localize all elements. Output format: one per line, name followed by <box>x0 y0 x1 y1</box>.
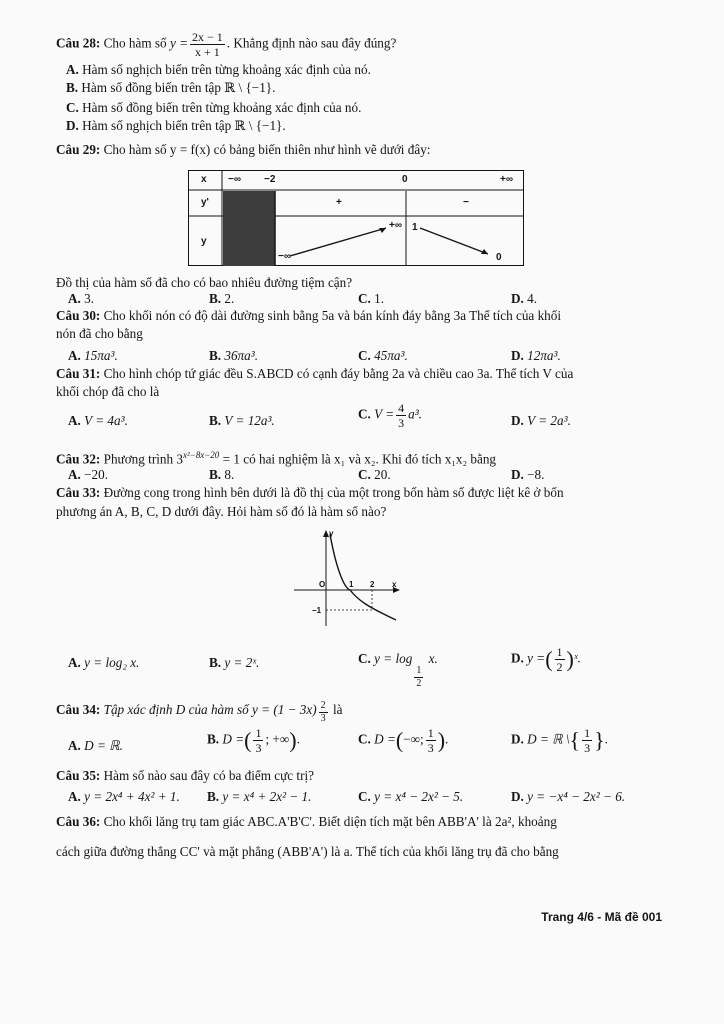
option-c[interactable] <box>66 99 361 117</box>
question-32-stem <box>56 446 496 468</box>
question-text: = 1 có hai nghiệm là x₁ và x₂. Khi đó tích x₁x₂ bằng <box>222 451 497 467</box>
question-text: Cho khối lăng trụ tam giác ABC.A'B'C'. Biết diện tích mặt bên ABB'A' là 2a², khoảng <box>103 814 557 829</box>
question-31-stem <box>56 365 573 383</box>
numerator: 1 <box>556 645 563 659</box>
option-b[interactable] <box>207 788 311 806</box>
option-text: −20. <box>84 467 109 482</box>
question-label: Câu 34: <box>56 702 101 717</box>
option-text: −8. <box>527 467 545 482</box>
option-b[interactable] <box>209 290 234 308</box>
x-value: 0 <box>402 174 408 185</box>
numerator: 4 <box>398 401 405 415</box>
option-key: C. <box>66 100 79 115</box>
numerator: 2 <box>320 700 326 711</box>
x-value: +∞ <box>500 174 513 185</box>
option-key: C. <box>358 651 371 666</box>
fraction <box>582 727 592 754</box>
sign-plus: + <box>336 197 342 208</box>
table-y-label: y <box>201 236 207 247</box>
option-d[interactable] <box>511 290 537 308</box>
option-c[interactable] <box>358 347 408 365</box>
denominator: 3 <box>255 741 262 755</box>
question-text: Hàm số nào sau đây có ba điểm cực trị? <box>103 768 315 783</box>
numerator: 1 <box>416 665 422 676</box>
option-key: C. <box>358 789 371 804</box>
question-text: . Khẳng định nào sau đây đúng? <box>226 35 397 51</box>
option-a[interactable] <box>68 737 123 755</box>
question-label: Câu 35: <box>56 768 101 783</box>
fraction <box>414 666 423 689</box>
option-b[interactable]: B. D =( $\frac{1}{3}$ ; +∞). <box>207 726 300 755</box>
question-text: là <box>332 702 343 717</box>
option-key: A. <box>68 738 81 753</box>
y-value: −∞ <box>278 251 291 262</box>
option-text: y = x⁴ + 2x² − 1. <box>222 789 312 804</box>
option-key: D. <box>511 291 524 306</box>
option-a[interactable] <box>68 654 139 672</box>
graph-origin-label: O <box>319 580 326 589</box>
paren-close: ) <box>566 646 574 672</box>
option-c[interactable] <box>358 788 463 806</box>
option-text: D = ℝ \ <box>527 731 570 747</box>
option-text: V = 2a³. <box>527 413 571 428</box>
option-text: Hàm số nghịch biến trên từng khoảng xác định của nó. <box>82 62 371 77</box>
function-lhs: y = <box>169 35 188 51</box>
page-footer: Trang 4/6 - Mã đề 001 <box>541 910 662 924</box>
y-value: 1 <box>412 222 418 233</box>
option-key: A. <box>68 655 81 670</box>
option-key: A. <box>68 291 81 306</box>
option-key: D. <box>511 348 524 363</box>
denominator: 3 <box>320 713 326 724</box>
question-text: Cho hàm số <box>103 35 167 51</box>
option-key: A. <box>66 62 79 77</box>
question-28-stem <box>56 31 396 58</box>
option-text: y = 2x⁴ + 4x² + 1. <box>84 789 180 804</box>
brace-open: { <box>569 727 581 753</box>
question-text: Cho khối nón có độ dài đường sinh bằng 5a và bán kính đáy bằng 3a Thể tích của khối <box>103 308 562 323</box>
denominator: 3 <box>398 416 405 430</box>
option-key: B. <box>209 655 222 670</box>
numerator: 1 <box>584 726 591 740</box>
option-key: A. <box>68 413 81 428</box>
option-key: C. <box>358 291 371 306</box>
option-key: B. <box>207 731 220 747</box>
option-a[interactable] <box>68 347 118 365</box>
option-text: y = −x⁴ − 2x² − 6. <box>527 789 626 804</box>
option-b[interactable] <box>209 347 258 365</box>
option-a[interactable] <box>68 788 180 806</box>
option-a[interactable] <box>66 61 371 79</box>
option-b[interactable] <box>209 654 259 672</box>
option-text: 12πa³. <box>527 348 561 363</box>
option-text: Hàm số nghịch biến trên tập ℝ \ {−1}. <box>82 118 286 133</box>
option-text: 36πa³. <box>224 348 259 363</box>
option-d[interactable] <box>66 117 286 135</box>
option-text: −∞; <box>403 731 424 747</box>
option-key: B. <box>66 80 79 95</box>
question-33-stem <box>56 484 564 502</box>
question-text: Phương trình 3 <box>103 451 183 467</box>
option-a[interactable] <box>68 290 94 308</box>
numerator: 1 <box>255 726 262 740</box>
paren-open: ( <box>244 727 252 753</box>
question-36-stem <box>56 813 557 831</box>
option-key: C. <box>358 348 371 363</box>
option-b[interactable] <box>66 79 275 97</box>
paren-close: ) <box>437 727 446 753</box>
option-text: x. <box>428 651 438 666</box>
brace-close: } <box>594 727 605 753</box>
x-value: −∞ <box>228 174 241 185</box>
option-text: 1. <box>374 291 385 306</box>
question-text: khối chóp đã cho là <box>56 384 160 399</box>
option-text: 15πa³. <box>84 348 118 363</box>
y-value: 0 <box>496 252 502 263</box>
sign-minus: − <box>463 197 469 208</box>
option-text: y = <box>527 650 546 666</box>
graph-x-label: x <box>392 580 397 589</box>
variation-table <box>188 170 524 266</box>
option-d[interactable] <box>511 646 581 673</box>
question-text: Đường cong trong hình bên dưới là đồ thị của một trong bốn hàm số được liệt kê ở bốn <box>103 485 564 500</box>
question-label: Câu 36: <box>56 814 101 829</box>
option-text: ˣ. <box>573 650 581 666</box>
option-key: B. <box>209 348 222 363</box>
option-key: B. <box>209 291 222 306</box>
question-text: cách giữa đường thẳng CC' và mặt phẳng (ABB'A') là a. Thể tích của khối lăng trụ đã cho bằng <box>56 844 559 859</box>
table-x-label: x <box>201 174 207 185</box>
option-d[interactable] <box>511 347 561 365</box>
denominator: 2 <box>416 678 422 689</box>
table-yprime-label: y' <box>201 197 209 208</box>
option-key: D. <box>66 118 79 133</box>
question-label: Câu 33: <box>56 485 101 500</box>
option-key: D. <box>511 413 524 428</box>
x-value: −2 <box>264 174 276 185</box>
option-text: V = 12a³. <box>224 413 275 428</box>
option-text: 45πa³. <box>374 348 408 363</box>
paren-open: ( <box>545 646 553 672</box>
fraction <box>190 31 225 58</box>
fraction <box>426 727 436 754</box>
graph-y-label: y <box>329 529 334 538</box>
question-text: Đồ thị của hàm số đã cho có bao nhiêu đường tiệm cận? <box>56 275 353 290</box>
question-text: nón đã cho bằng <box>56 326 143 341</box>
option-c[interactable] <box>358 650 438 689</box>
option-text: 3. <box>84 291 95 306</box>
option-key: C. <box>358 406 371 422</box>
option-d[interactable] <box>511 788 625 806</box>
option-text: D = <box>222 731 245 747</box>
numerator: 2x − 1 <box>192 30 223 44</box>
function-graph <box>292 528 402 628</box>
option-key: D. <box>511 731 524 747</box>
option-text: a³. <box>408 406 422 422</box>
option-text: V = 4a³. <box>84 413 128 428</box>
option-key: D. <box>511 650 524 666</box>
option-text: 2. <box>224 291 235 306</box>
question-label: Câu 30: <box>56 308 101 323</box>
question-label: Câu 29: <box>56 142 101 157</box>
option-a[interactable] <box>68 412 128 430</box>
option-text: D = ℝ. <box>84 738 123 753</box>
question-label: Câu 32: <box>56 451 101 467</box>
fraction <box>396 402 406 429</box>
option-text: y = log <box>374 651 413 666</box>
option-key: D. <box>511 467 524 482</box>
option-c[interactable] <box>358 290 384 308</box>
option-d[interactable] <box>511 466 544 484</box>
option-key: B. <box>207 789 220 804</box>
question-text: Cho hàm số y = f(x) có bảng biến thiên như hình vẽ dưới đây: <box>103 142 431 157</box>
option-key: D. <box>511 789 524 804</box>
exponent: x²−8x−20 <box>182 450 220 460</box>
option-key: B. <box>209 413 222 428</box>
option-text: Hàm số đồng biến trên tập ℝ \ {−1}. <box>81 80 276 95</box>
option-b[interactable] <box>209 412 275 430</box>
option-d[interactable]: D. D = ℝ \{ $\frac{1}{3}$ }. <box>511 726 608 755</box>
option-b[interactable] <box>209 466 234 484</box>
question-text: Tập xác định D của hàm số y = (1 − 3x) <box>103 702 317 717</box>
y-value: +∞ <box>389 220 402 231</box>
option-text: 8. <box>224 467 235 482</box>
question-label: Câu 31: <box>56 366 101 381</box>
question-35-stem <box>56 767 314 785</box>
option-key: C. <box>358 467 371 482</box>
option-text: Hàm số đồng biến trên từng khoảng xác định của nó. <box>82 100 362 115</box>
option-key: A. <box>68 348 81 363</box>
paren-close: ) <box>289 727 297 753</box>
option-d[interactable] <box>511 412 571 430</box>
option-text: 4. <box>527 291 538 306</box>
graph-curve <box>292 528 402 628</box>
paren-open: ( <box>395 727 404 753</box>
option-key: A. <box>68 789 81 804</box>
graph-tick-label: 1 <box>349 580 354 589</box>
option-text: 20. <box>374 467 391 482</box>
denominator: 3 <box>427 741 434 755</box>
option-text: y = 2ˣ. <box>224 655 260 670</box>
option-c[interactable] <box>358 402 422 429</box>
option-text: V = <box>374 406 395 422</box>
option-key: C. <box>358 731 371 747</box>
graph-tick-label: 2 <box>370 580 375 589</box>
option-text: ; +∞ <box>265 731 290 747</box>
denominator: 2 <box>556 660 563 674</box>
denominator: x + 1 <box>195 45 220 59</box>
option-text: D = <box>374 731 396 747</box>
question-29-stem <box>56 141 430 159</box>
question-30-stem <box>56 307 561 325</box>
option-key: A. <box>68 467 81 482</box>
question-34-stem <box>56 701 342 724</box>
exponent-fraction <box>319 701 328 724</box>
graph-tick-label: −1 <box>312 606 322 615</box>
question-text: phương án A, B, C, D dưới đây. Hỏi hàm số đó là hàm số nào? <box>56 504 387 519</box>
fraction <box>555 646 565 673</box>
option-text: y = x⁴ − 2x² − 5. <box>374 789 464 804</box>
question-label: Câu 28: <box>56 35 101 51</box>
question-text: Cho hình chóp tứ giác đều S.ABCD có cạnh đáy bằng 2a và chiều cao 3a. Thể tích V của <box>103 366 574 381</box>
option-c[interactable] <box>358 466 391 484</box>
numerator: 1 <box>427 726 434 740</box>
option-text: y = log₂ x. <box>84 655 140 670</box>
denominator: 3 <box>584 741 591 755</box>
option-c[interactable]: C. D =(−∞; $\frac{1}{3}$ ). <box>358 726 449 755</box>
option-a[interactable] <box>68 466 108 484</box>
option-key: B. <box>209 467 222 482</box>
fraction <box>253 727 263 754</box>
